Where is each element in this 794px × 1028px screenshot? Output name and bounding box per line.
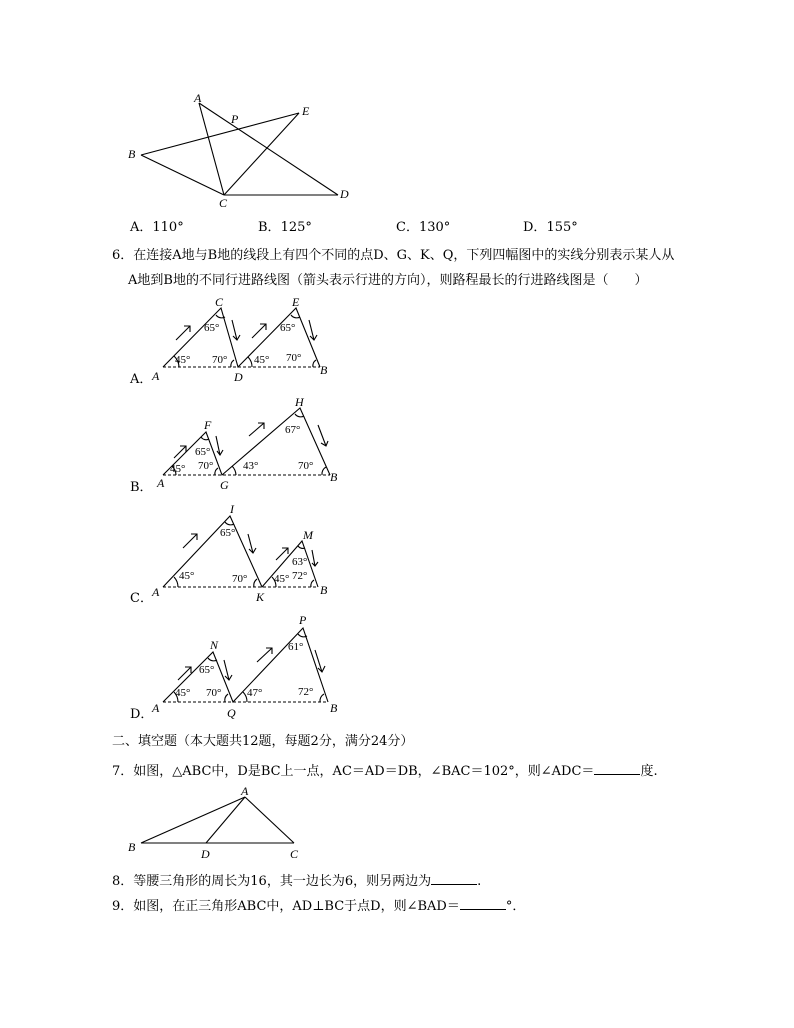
q5-label-e: E bbox=[302, 104, 310, 118]
q6-d-angle-2: 65° bbox=[199, 664, 215, 676]
q9-answer-blank[interactable] bbox=[460, 897, 506, 910]
q6-b-angle-5: 67° bbox=[285, 424, 301, 436]
q6-b-angle-2: 65° bbox=[195, 446, 211, 458]
q6-b-point-4: H bbox=[295, 395, 304, 409]
q7-label-a: A bbox=[241, 784, 249, 798]
q6-c-angle-1: 45° bbox=[179, 570, 195, 582]
q6-b-point-2: F bbox=[204, 418, 212, 432]
q6-option-c-key[interactable]: C． bbox=[130, 591, 153, 606]
q6-c-point-4: M bbox=[303, 528, 313, 542]
q6-d-point-5: B bbox=[330, 701, 338, 715]
q5-option-a[interactable]: A．110° bbox=[130, 220, 184, 235]
q6-option-b-key[interactable]: B． bbox=[130, 480, 153, 495]
q6-a-angle-1: 45° bbox=[175, 354, 191, 366]
q6-c-angle-2: 65° bbox=[220, 527, 236, 539]
q6-a-angle-2: 65° bbox=[204, 322, 220, 334]
q6-a-point-3: D bbox=[234, 370, 243, 384]
q6-d-point-1: A bbox=[152, 701, 160, 715]
q7-label-c: C bbox=[290, 847, 299, 861]
q9-stem: 9．如图，在正三角形ABC中，AD⊥BC于点D，则∠BAD＝ °． bbox=[112, 899, 526, 914]
q6-c-angle-3: 70° bbox=[232, 573, 248, 585]
q6-d-angle-5: 61° bbox=[288, 641, 304, 653]
q6-a-angle-3: 70° bbox=[212, 354, 228, 366]
q6-c-point-2: I bbox=[230, 502, 234, 516]
q6-a-point-2: C bbox=[215, 295, 224, 309]
q6-b-point-3: G bbox=[220, 478, 229, 492]
q6-option-a-key[interactable]: A． bbox=[130, 372, 153, 387]
q6-c-angle-6: 72° bbox=[292, 570, 308, 582]
q6-c-point-5: B bbox=[320, 583, 328, 597]
q6-stem-line1: 6．在连接A地与B地的线段上有四个不同的点D、G、K、Q，下列四幅图中的实线分别表示某人从 bbox=[112, 248, 675, 263]
q6-b-angle-1: 45° bbox=[170, 463, 186, 475]
q6-a-angle-5: 65° bbox=[280, 322, 296, 334]
q7-label-d: D bbox=[201, 847, 210, 861]
q6-d-point-4: P bbox=[299, 613, 307, 627]
q6-d-point-2: N bbox=[210, 638, 219, 652]
q6-c-point-1: A bbox=[152, 585, 160, 599]
q5-option-b[interactable]: B．125° bbox=[258, 220, 312, 235]
q6-a-angle-6: 70° bbox=[286, 352, 302, 364]
q5-label-d: D bbox=[340, 187, 349, 201]
q6-option-d-key[interactable]: D． bbox=[130, 707, 154, 722]
q6-a-point-4: E bbox=[292, 295, 300, 309]
q5-label-c: C bbox=[219, 196, 228, 210]
q6-a-angle-4: 45° bbox=[254, 354, 270, 366]
q7-stem: 7．如图，△ABC中，D是BC上一点，AC＝AD＝DB，∠BAC＝102°，则∠ADC＝ 度. bbox=[112, 764, 658, 779]
q6-a-point-1: A bbox=[152, 369, 160, 383]
q5-label-b: B bbox=[128, 147, 136, 161]
q6-d-angle-3: 70° bbox=[206, 687, 222, 699]
q6-c-angle-5: 63° bbox=[292, 556, 308, 568]
q6-d-angle-4: 47° bbox=[247, 687, 263, 699]
q6-a-point-5: B bbox=[320, 363, 328, 377]
q6-d-angle-6: 72° bbox=[298, 686, 314, 698]
q8-stem: 8．等腰三角形的周长为16，其一边长为6，则另两边为 . bbox=[112, 874, 482, 889]
q5-label-p: P bbox=[231, 112, 239, 126]
q6-d-angle-1: 45° bbox=[175, 687, 191, 699]
q6-b-point-1: A bbox=[157, 476, 165, 490]
q5-option-d[interactable]: D．155° bbox=[523, 220, 578, 235]
q6-b-angle-3: 70° bbox=[198, 460, 214, 472]
q6-b-point-5: B bbox=[330, 470, 338, 484]
q5-option-c[interactable]: C．130° bbox=[396, 220, 451, 235]
section-title-fill-in: 二、填空题（本大题共12题，每题2分，满分24分） bbox=[112, 734, 414, 749]
q6-c-point-3: K bbox=[256, 590, 265, 604]
q6-c-angle-4: 45° bbox=[274, 573, 290, 585]
q6-b-angle-6: 70° bbox=[298, 460, 314, 472]
q7-label-b: B bbox=[128, 840, 136, 854]
q5-label-a: A bbox=[194, 91, 202, 105]
q6-stem-line2: A地到B地的不同行进路线图（箭头表示行进的方向），则路程最长的行进路线图是（ ） bbox=[128, 273, 648, 288]
q8-answer-blank[interactable] bbox=[431, 872, 477, 885]
q6-b-angle-4: 43° bbox=[243, 460, 259, 472]
q6-d-point-3: Q bbox=[227, 706, 236, 720]
